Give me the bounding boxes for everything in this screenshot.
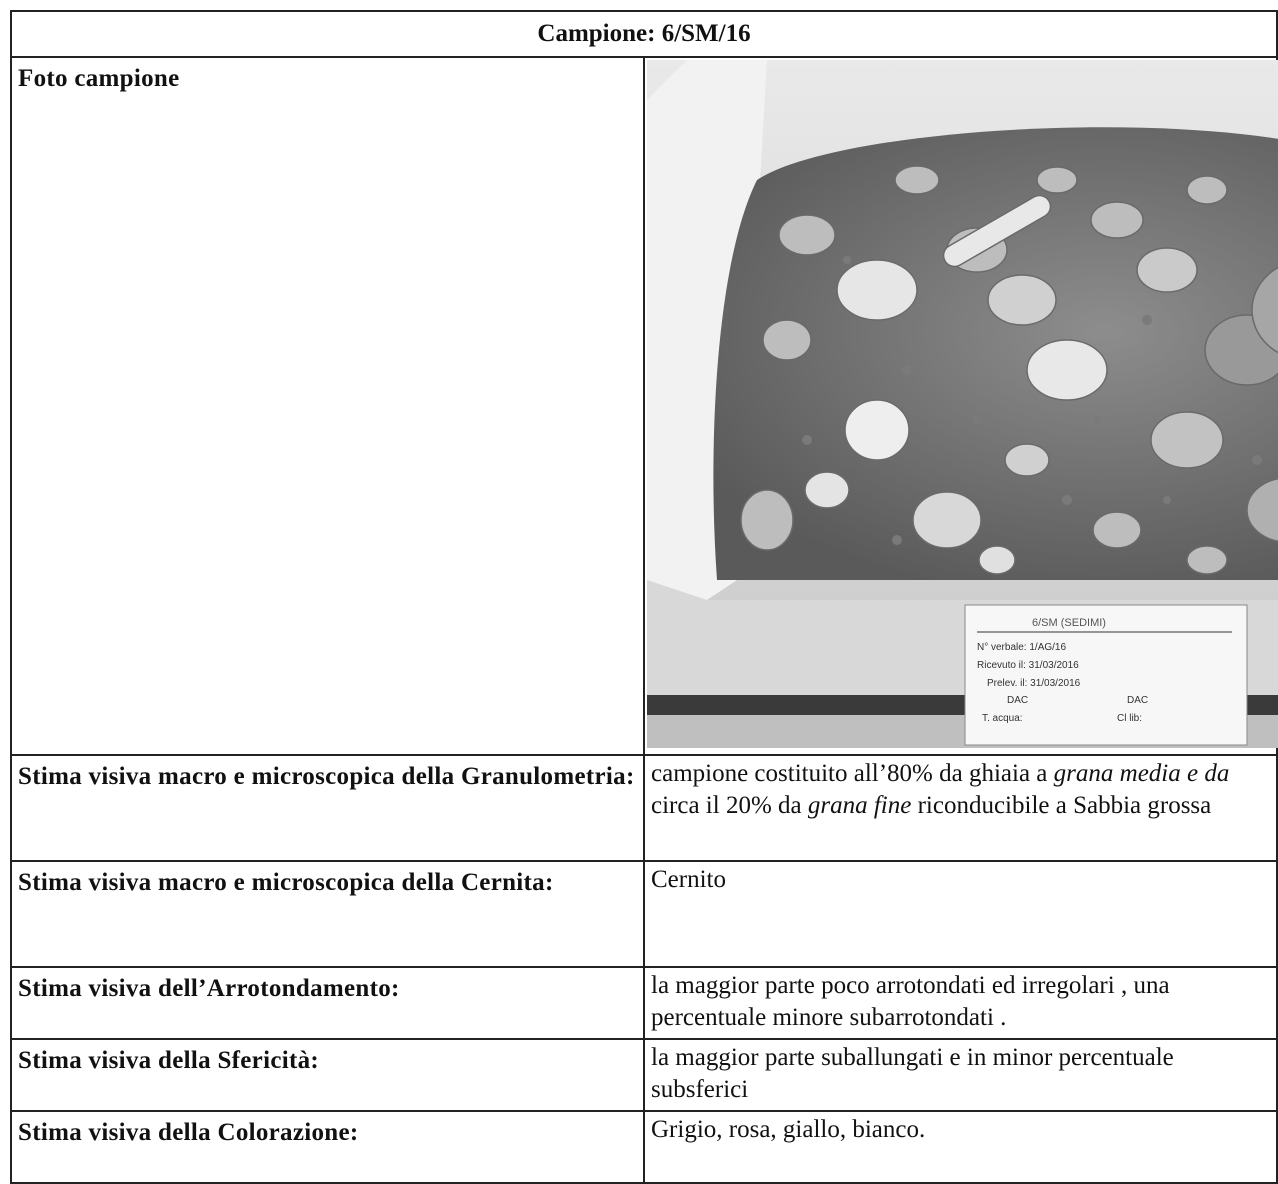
granulometry-text-a: campione costituito all’80% da ghiaia a — [651, 760, 1054, 787]
coloration-label: Stima visiva della Colorazione: — [11, 1111, 644, 1183]
sample-title: Campione: 6/SM/16 — [11, 11, 1277, 57]
granulometry-text-c: circa il 20% da — [651, 792, 808, 819]
tag-line-6a: T. acqua: — [982, 713, 1023, 724]
granulometry-text-b: grana media e da — [1053, 760, 1230, 787]
sphericity-value: la maggior parte suballungati e in minor percentuale subsferici — [644, 1039, 1277, 1111]
rounding-label: Stima visiva dell’Arrotondamento: — [11, 967, 644, 1039]
rounding-row — [11, 967, 1277, 1039]
tag-line-4: Prelev. il: 31/03/2016 — [987, 678, 1081, 689]
tag-line-3: Ricevuto il: 31/03/2016 — [977, 660, 1079, 671]
granulometry-text-e: riconducibile a Sabbia grossa — [911, 792, 1212, 819]
photo-row — [11, 57, 1277, 755]
cernita-value: Cernito — [644, 861, 1277, 967]
sample-table — [10, 10, 1278, 1184]
granulometry-label: Stima visiva macro e microscopica della Granulometria: — [11, 755, 644, 861]
tag-line-6b: Cl lib: — [1117, 713, 1143, 724]
cernita-row — [11, 861, 1277, 967]
coloration-value: Grigio, rosa, giallo, bianco. — [644, 1111, 1277, 1183]
coloration-row — [11, 1111, 1277, 1183]
sphericity-label: Stima visiva della Sfericità: — [11, 1039, 644, 1111]
tag-line-2: N° verbale: 1/AG/16 — [977, 642, 1067, 653]
granulometry-row — [11, 755, 1277, 861]
granulometry-value — [644, 755, 1277, 861]
tag-line-5a: DAC — [1007, 695, 1029, 706]
rounding-value: la maggior parte poco arrotondati ed irregolari , una percentuale minore subarrotondati . — [644, 967, 1277, 1039]
sample-photo — [647, 60, 1278, 748]
sample-sheet — [10, 10, 1278, 1176]
photo-label: Foto campione — [11, 57, 644, 755]
title-row — [11, 11, 1277, 57]
sphericity-row — [11, 1039, 1277, 1111]
cernita-label: Stima visiva macro e microscopica della Cernita: — [11, 861, 644, 967]
sample-tag — [965, 605, 1247, 745]
granulometry-text-d: grana fine — [807, 792, 912, 819]
tag-line-1: 6/SM (SEDIMI) — [1032, 617, 1106, 629]
photo-cell — [644, 57, 1277, 755]
tag-line-5b: DAC — [1127, 695, 1149, 706]
